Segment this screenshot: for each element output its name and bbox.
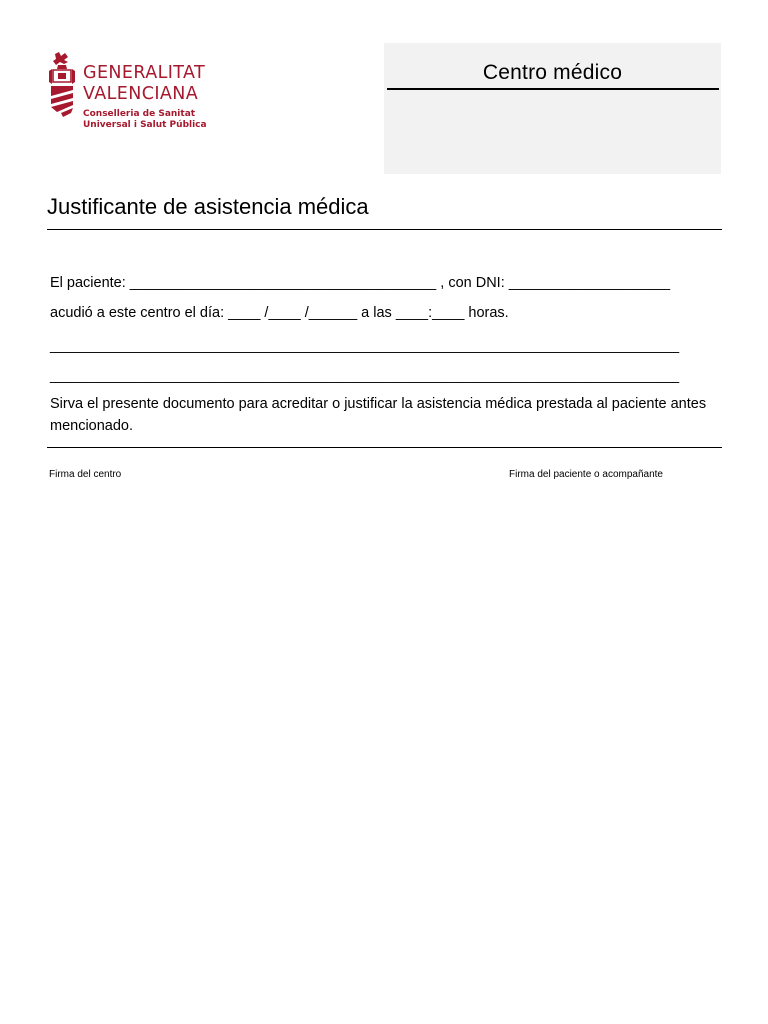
logo-text: [83, 63, 207, 131]
medical-centre-title: Centro médico: [482, 61, 623, 84]
logo-title-line2: VALENCIANA: [83, 84, 199, 104]
logo-subtitle-line2: Universal i Salut Pública: [83, 120, 207, 130]
title-divider: [47, 229, 722, 230]
logo-subtitle-line1: Conselleria de Sanitat: [83, 109, 196, 119]
logo-subtitle: [83, 109, 207, 131]
medical-centre-box: [384, 43, 721, 174]
medical-centre-underline: [387, 88, 719, 90]
document-title: Justificante de asistencia médica: [47, 194, 369, 219]
patient-dni-line: El paciente: ______________________________________ , con DNI: ____________________: [50, 275, 671, 291]
patient-signature-label: Firma del paciente o acompañante: [509, 469, 663, 480]
attendance-date-line: acudió a este centro el día: ____ /____ /______ a las ____:____ horas.: [50, 305, 509, 321]
statement-paragraph: Sirva el presente documento para acreditar o justificar la asistencia médica prestada al paciente antes mencionado.: [50, 396, 707, 434]
blank-line-2: ______________________________________________________________________________: [50, 368, 680, 384]
blank-line-1: ______________________________________________________________________________: [50, 338, 680, 354]
statement-divider: [47, 447, 722, 448]
coat-of-arms-icon: [47, 52, 77, 118]
logo-title-line1: GENERALITAT: [83, 63, 206, 83]
centre-signature-label: Firma del centro: [49, 469, 122, 480]
generalitat-logo: [47, 52, 227, 132]
